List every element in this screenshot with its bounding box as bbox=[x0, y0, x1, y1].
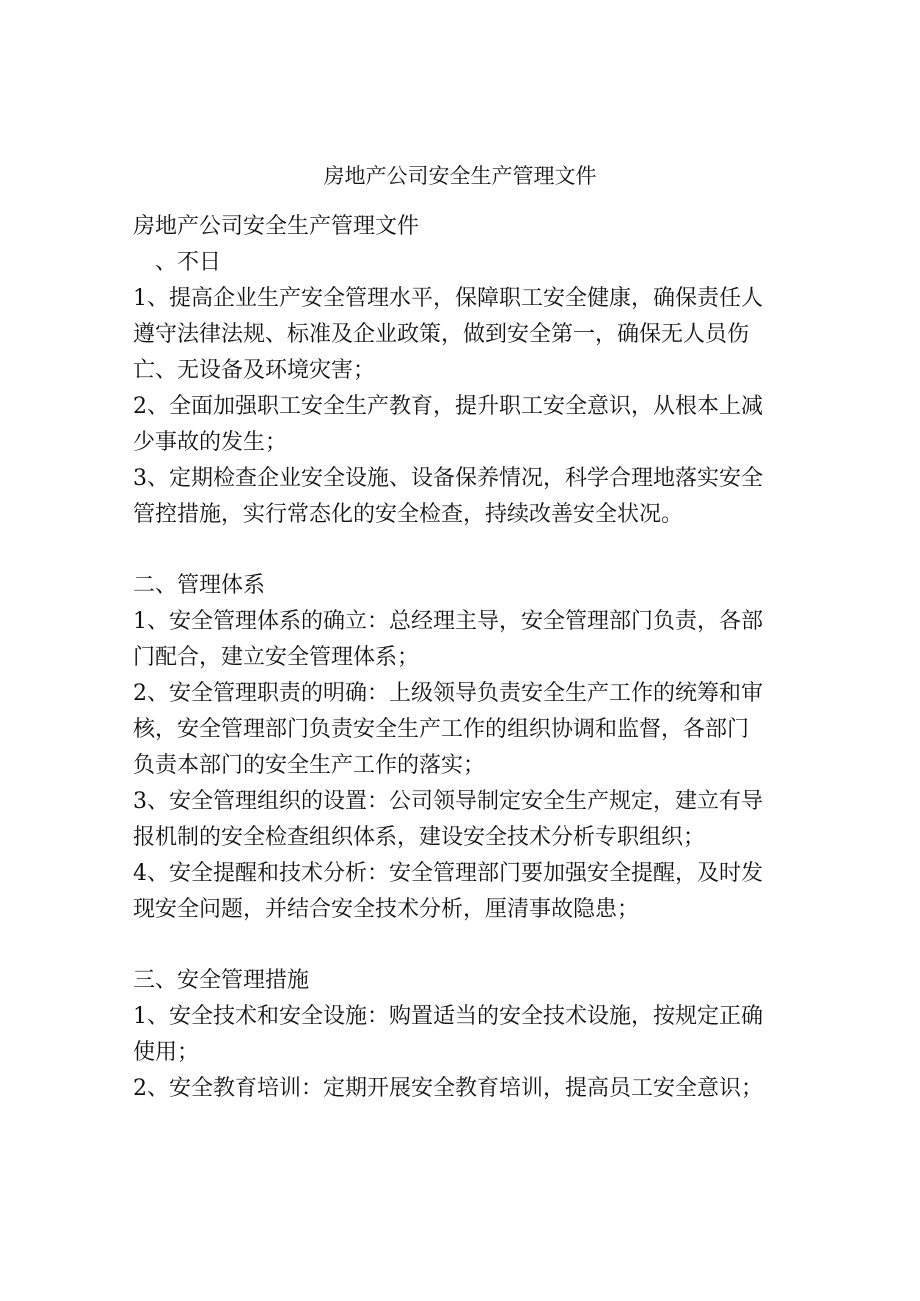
paragraph-line: 管控措施，实行常态化的安全检查，持续改善安全状况。 bbox=[133, 502, 684, 527]
paragraph-line: 现安全问题，并结合安全技术分析，厘清事故隐患； bbox=[133, 897, 640, 922]
paragraph-line: 亡、无设备及环境灾害； bbox=[133, 358, 376, 383]
section-heading: 二、管理体系 bbox=[133, 573, 266, 598]
paragraph-line: 2、安全教育培训：定期开展安全教育培训，提高员工安全意识； bbox=[133, 1076, 763, 1101]
page-title: 房地产公司安全生产管理文件 bbox=[323, 164, 597, 188]
document-body bbox=[133, 209, 813, 1107]
paragraph-line: 遵守法律法规、标准及企业政策，做到安全第一，确保无人员伤 bbox=[133, 322, 750, 347]
section-spacer bbox=[133, 533, 813, 568]
section-spacer bbox=[133, 928, 813, 963]
paragraph-line: 2、安全管理职责的明确：上级领导负责安全生产工作的统筹和审 bbox=[133, 681, 763, 706]
section-heading: 三、安全管理措施 bbox=[133, 968, 310, 993]
paragraph-line: 3、安全管理组织的设置：公司领导制定安全生产规定，建立有导 bbox=[133, 789, 763, 814]
section-heading: 、不日 bbox=[155, 250, 222, 275]
paragraph-line: 负责本部门的安全生产工作的落实； bbox=[133, 753, 486, 778]
paragraph-line: 少事故的发生； bbox=[133, 430, 288, 455]
paragraph-line: 1、提高企业生产安全管理水平，保障职工安全健康，确保责任人 bbox=[133, 286, 763, 311]
paragraph-line: 门配合，建立安全管理体系； bbox=[133, 645, 420, 670]
document-subtitle: 房地产公司安全生产管理文件 bbox=[133, 214, 420, 239]
paragraph-line: 3、定期检查企业安全设施、设备保养情况，科学合理地落实安全 bbox=[133, 466, 763, 491]
paragraph-line: 1、安全技术和安全设施：购置适当的安全技术设施，按规定正确 bbox=[133, 1004, 763, 1029]
paragraph-line: 核，安全管理部门负责安全生产工作的组织协调和监督，各部门 bbox=[133, 717, 750, 742]
paragraph-line: 使用； bbox=[133, 1040, 200, 1065]
paragraph-line: 报机制的安全检查组织体系，建设安全技术分析专职组织； bbox=[133, 825, 706, 850]
paragraph-line: 4、安全提醒和技术分析：安全管理部门要加强安全提醒，及时发 bbox=[133, 861, 763, 886]
paragraph-line: 1、安全管理体系的确立：总经理主导，安全管理部门负责，各部 bbox=[133, 609, 763, 634]
paragraph-line: 2、全面加强职工安全生产教育，提升职工安全意识，从根本上减 bbox=[133, 394, 763, 419]
